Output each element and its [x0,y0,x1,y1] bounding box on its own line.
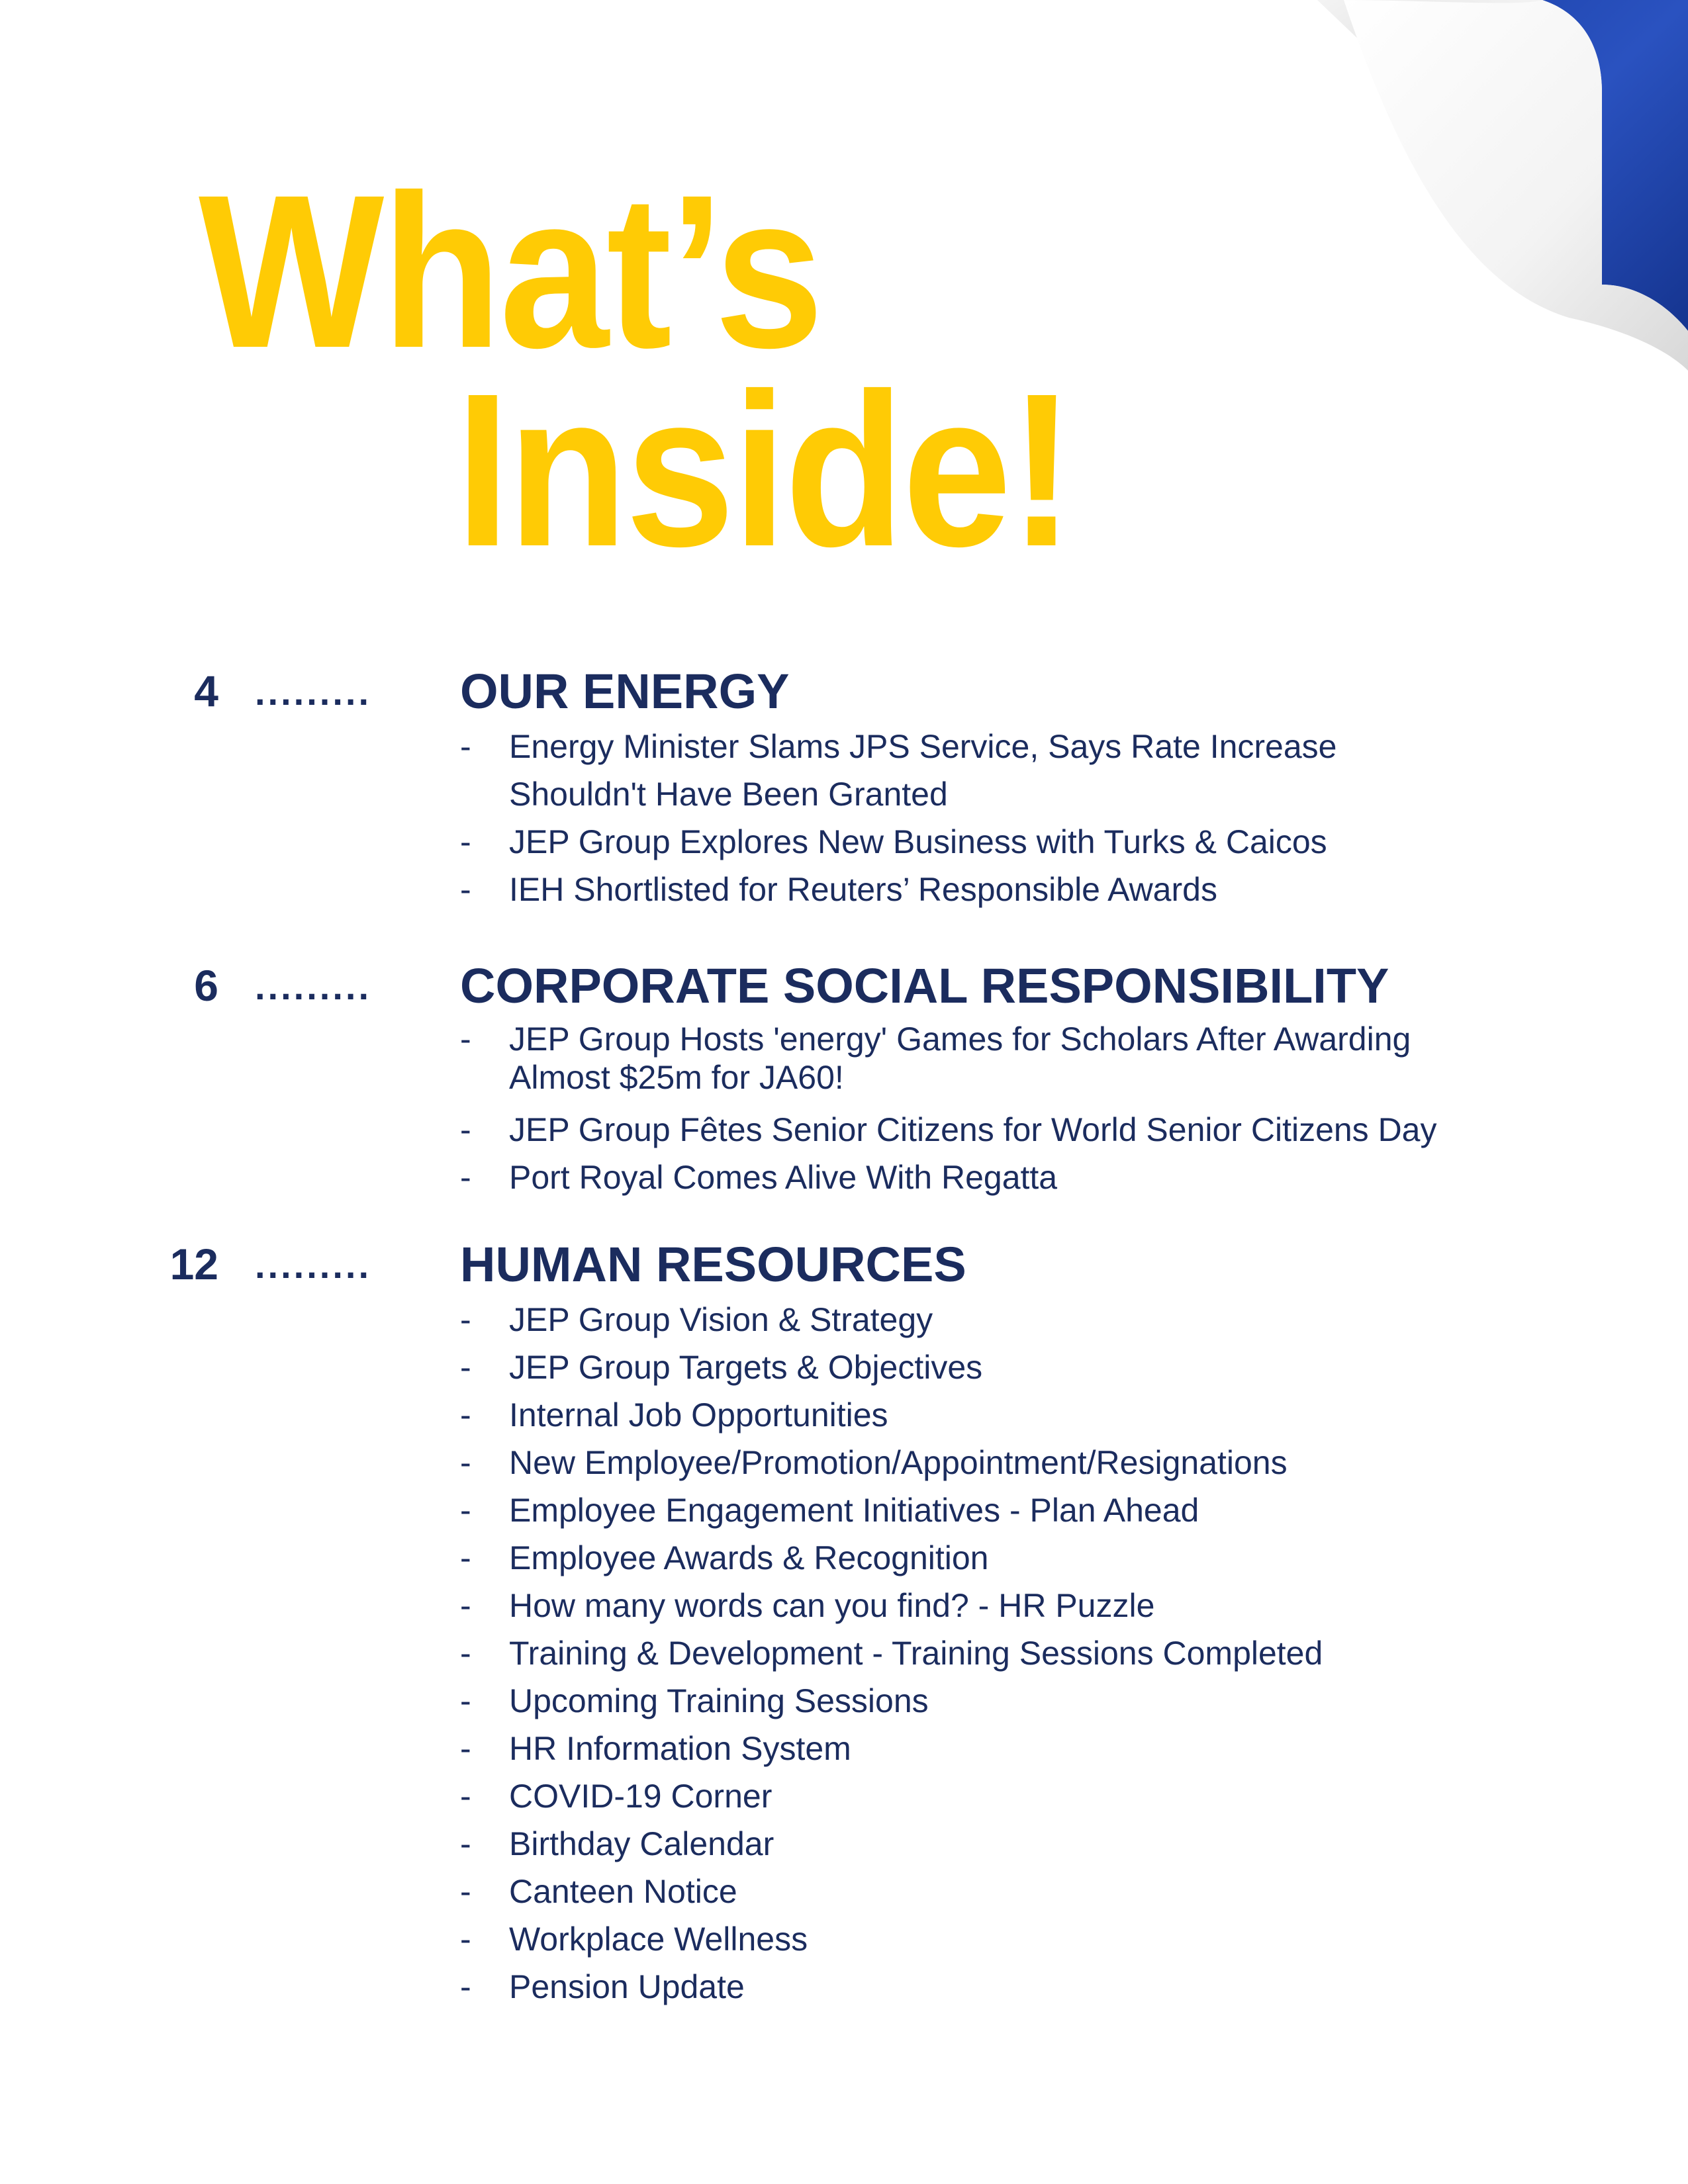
toc-item-text: Upcoming Training Sessions [509,1682,929,1719]
toc-item-text: JEP Group Vision & Strategy [509,1301,933,1338]
toc-item-text-continued: Shouldn't Have Been Granted [509,776,948,813]
toc-item [460,1820,1502,1868]
toc-item [460,1439,1502,1486]
bullet-dash: - [460,1539,471,1576]
page-number: 6 [194,961,218,1010]
toc-item [460,1296,1502,1343]
toc-item-text-continued: Almost $25m for JA60! [509,1059,844,1096]
toc-item [460,1772,1502,1820]
bullet-dash: - [460,728,471,765]
toc-item-text: Training & Development - Training Sessions Completed [509,1635,1323,1672]
bullet-dash: - [460,1111,471,1148]
bullet-dash: - [460,1825,471,1862]
section-heading: CORPORATE SOCIAL RESPONSIBILITY [460,958,1389,1013]
toc-item [460,1343,1502,1391]
toc-item-list [460,1020,1502,1201]
bullet-dash: - [460,1444,471,1481]
toc-item-text: JEP Group Targets & Objectives [509,1349,983,1386]
toc-item [460,1629,1502,1677]
bullet-dash: - [460,871,471,908]
bullet-dash: - [460,1159,471,1196]
toc-item [460,818,1502,866]
toc-item-text: Workplace Wellness [509,1921,808,1958]
bullet-dash: - [460,1587,471,1624]
toc-item [460,1106,1502,1154]
toc-item-text: HR Information System [509,1730,851,1767]
bullet-dash: - [460,1778,471,1815]
toc-item [460,1963,1502,2011]
bullet-dash: - [460,1968,471,2005]
toc-item [460,1020,1502,1097]
dot-leader: ......... [255,1244,372,1286]
toc-item [460,1534,1502,1582]
bullet-dash: - [460,1396,471,1433]
section-heading: HUMAN RESOURCES [460,1237,966,1292]
toc-item-text: Internal Job Opportunities [509,1396,888,1433]
bullet-dash: - [460,1873,471,1910]
page-title-line1: What’s [199,149,821,393]
toc-item-text: JEP Group Explores New Business with Turks & Caicos [509,823,1327,860]
toc-item-text: Energy Minister Slams JPS Service, Says Rate Increase [509,728,1337,765]
toc-item [460,1391,1502,1439]
bullet-dash: - [460,1021,471,1058]
bullet-dash: - [460,1730,471,1767]
bullet-dash: - [460,1301,471,1338]
toc-item-list [460,723,1502,913]
bullet-dash: - [460,1492,471,1529]
bullet-dash: - [460,1349,471,1386]
toc-item-text: Canteen Notice [509,1873,737,1910]
toc-item-text: Employee Awards & Recognition [509,1539,989,1576]
toc-item [460,723,1502,818]
toc-item-text: IEH Shortlisted for Reuters’ Responsible Awards [509,871,1217,908]
toc-item [460,1486,1502,1534]
toc-item [460,1915,1502,1963]
toc-item-text: JEP Group Fêtes Senior Citizens for World Senior Citizens Day [509,1111,1437,1148]
page-title-line2: Inside! [455,347,1072,592]
toc-item-text: How many words can you find? - HR Puzzle [509,1587,1155,1624]
toc-item-text: Birthday Calendar [509,1825,774,1862]
toc-item [460,1868,1502,1915]
bullet-dash: - [460,1682,471,1719]
toc-item-text: Employee Engagement Initiatives - Plan Ahead [509,1492,1199,1529]
page-curl-corner [1317,0,1688,410]
bullet-dash: - [460,823,471,860]
page-number: 12 [169,1240,218,1289]
toc-item-text: Port Royal Comes Alive With Regatta [509,1159,1058,1196]
dot-leader: ......... [255,966,372,1007]
toc-item [460,1725,1502,1772]
toc-item [460,1582,1502,1629]
toc-item-text: JEP Group Hosts 'energy' Games for Scholars After Awarding [509,1021,1411,1058]
bullet-dash: - [460,1921,471,1958]
dot-leader: ......... [255,671,372,713]
toc-item [460,1677,1502,1725]
bullet-dash: - [460,1635,471,1672]
page-number: 4 [194,666,218,715]
section-heading: OUR ENERGY [460,664,790,719]
toc-item-list [460,1296,1502,2011]
toc-item-text: COVID-19 Corner [509,1778,773,1815]
toc-item [460,866,1502,913]
toc-item-text: New Employee/Promotion/Appointment/Resignations [509,1444,1288,1481]
toc-item [460,1154,1502,1201]
toc-item-text: Pension Update [509,1968,745,2005]
